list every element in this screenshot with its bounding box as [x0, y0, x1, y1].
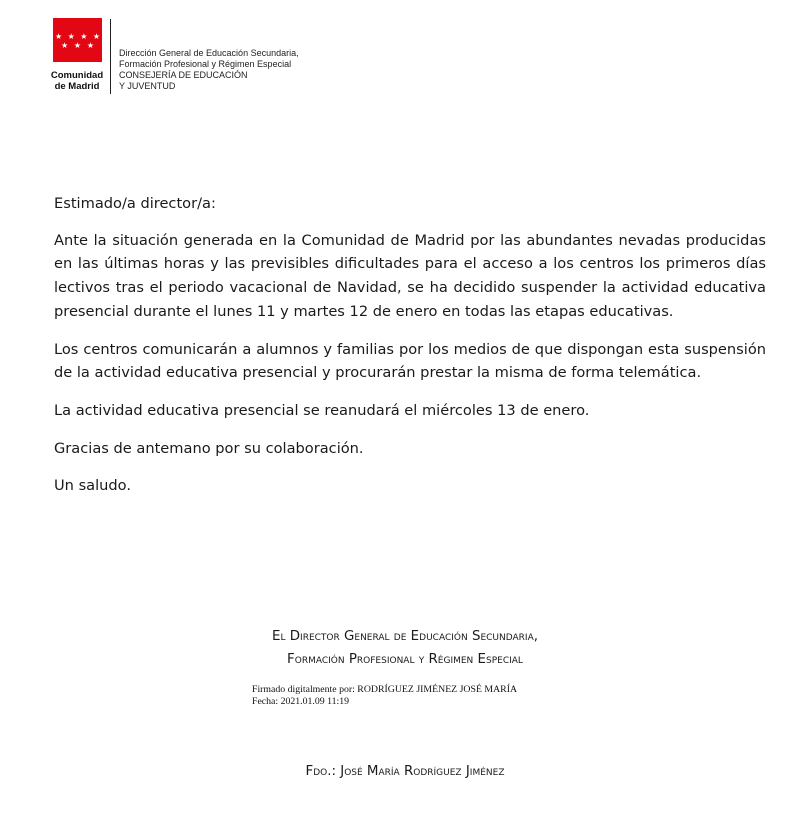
digital-signature-stamp [252, 684, 517, 707]
star-icon: ★ [92, 32, 100, 41]
comunidad-de-madrid-flag-logo [53, 18, 102, 62]
logo-wordmark-line-2: de Madrid [54, 81, 100, 92]
logo-stars-row-1 [55, 33, 100, 41]
letterhead-divider [110, 19, 111, 94]
star-icon: ★ [86, 41, 94, 50]
ministry-line-2: Y JUVENTUD [119, 80, 176, 91]
paragraph-communication: Los centros comunicarán a alumnos y familias por los medios de que dispongan esta suspensión de la actividad educativa presencial y procurarán prestar la misma de forma telemática. [54, 340, 766, 382]
logo-stars-row-2 [55, 42, 100, 50]
paragraph-resumption: La actividad educativa presencial se reanudará el miércoles 13 de enero. [54, 401, 590, 419]
signature-title-line-1: El Director General de Educación Secundaria, [272, 629, 538, 644]
ministry-line-1: CONSEJERÍA DE EDUCACIÓN [119, 70, 248, 80]
paragraph-thanks: Gracias de antemano por su colaboración. [54, 439, 364, 457]
letter-body [54, 192, 766, 512]
signature-title-line-2: Formación Profesional y Régimen Especial [287, 652, 523, 667]
signature-title [160, 625, 650, 671]
digital-signed-by: Firmado digitalmente por: RODRÍGUEZ JIMÉNEZ JOSÉ MARÍA [252, 684, 518, 695]
department-block [119, 48, 299, 91]
star-icon: ★ [80, 32, 88, 41]
paragraph-situation: Ante la situación generada en la Comunidad de Madrid por las abundantes nevadas producidas en las últimas horas y las previsibles dificultades para el acceso a los centros los primeros días lectivos tras el periodo vacacional de Navidad, se ha decidido suspender la actividad educativa presencial durante el lunes 11 y martes 12 de enero en todas las etapas educativas. [54, 231, 766, 320]
star-icon: ★ [73, 41, 82, 50]
logo-wordmark-line-1: Comunidad [50, 70, 104, 81]
directorate-line-2: Formación Profesional y Régimen Especial [119, 58, 292, 69]
star-icon: ★ [55, 32, 63, 41]
digital-signature-date: Fecha: 2021.01.09 11:19 [252, 695, 350, 707]
directorate-line-1: Dirección General de Educación Secundaria, [119, 48, 299, 58]
signer-name: Fdo.: José María Rodríguez Jiménez [305, 764, 505, 779]
logo-wordmark [47, 70, 107, 92]
closing: Un saludo. [54, 477, 131, 495]
star-icon: ★ [61, 41, 69, 50]
salutation: Estimado/a director/a: [54, 195, 216, 212]
star-icon: ★ [67, 32, 75, 41]
